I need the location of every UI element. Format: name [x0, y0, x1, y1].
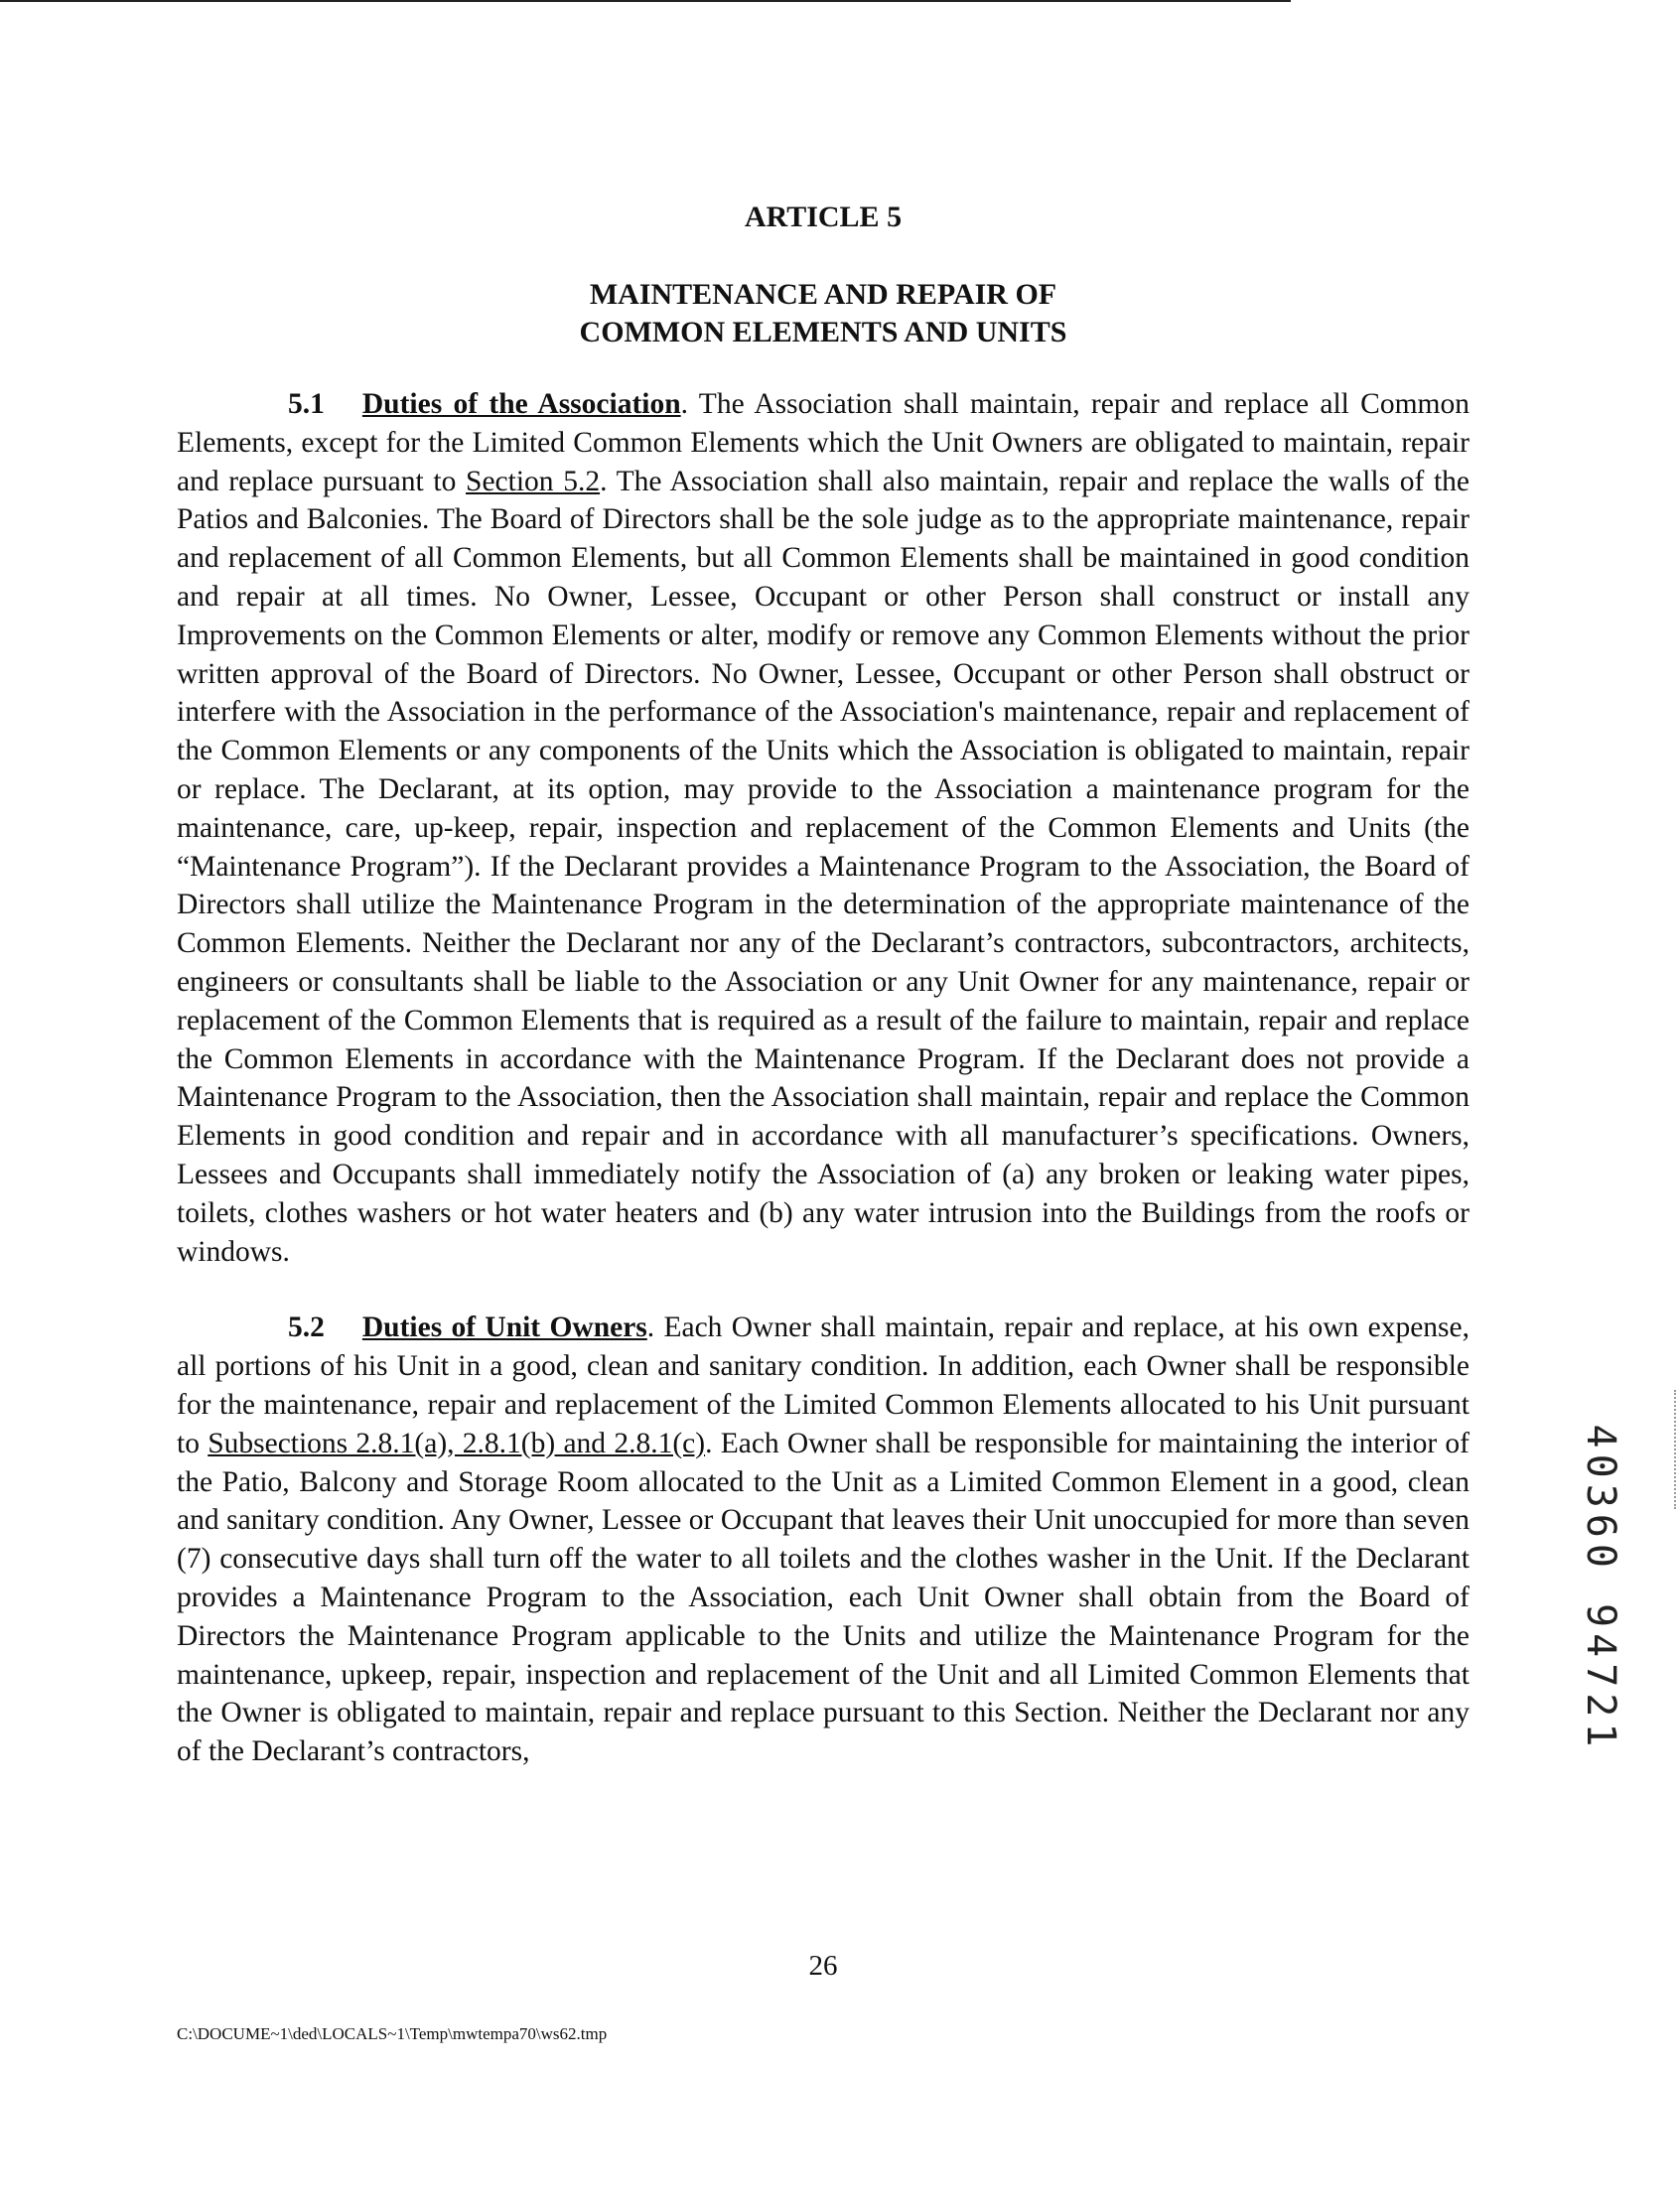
article-subtitle	[177, 276, 1470, 351]
article-subtitle-line-1: MAINTENANCE AND REPAIR OF	[589, 278, 1057, 311]
section-5-1-text-b: . The Association shall also maintain, repair and replace the walls of the Patios and Balconies. The Board of Directors shall be the sole judge as to the appropriate maintenance, repair and replacement of all Common Elements, but all Common Elements shall be maintained in good condition and repair at all times. No Owner, Lessee, Occupant or other Person shall construct or install any Improvements on the Common Elements or alter, modify or remove any Common Elements without the prior written approval of the Board of Directors. No Owner, Lessee, Occupant or other Person shall obstruct or interfere with the Association in the performance of the Association's maintenance, repair and replacement of the Common Elements or any components of the Units which the Association is obligated to maintain, repair or replace. The Declarant, at its option, may provide to the Association a maintenance program for the maintenance, care, up-keep, repair, inspection and replacement of the Common Elements and Units (the “Maintenance Program”). If the Declarant provides a Maintenance Program to the Association, the Board of Directors shall utilize the Maintenance Program in the determination of the appropriate maintenance of the Common Elements. Neither the Declarant nor any of the Declarant’s contractors, subcontractors, architects, engineers or consultants shall be liable to the Association or any Unit Owner for any maintenance, repair or replacement of the Common Elements that is required as a result of the failure to maintain, repair and replace the Common Elements in accordance with the Maintenance Program. If the Declarant does not provide a Maintenance Program to the Association, then the Association shall maintain, repair and replace the Common Elements in good condition and repair and in accordance with all manufacturer’s specifications. Owners, Lessees and Occupants shall immediately notify the Association of (a) any broken or leaking water pipes, toilets, clothes washers or hot water heaters and (b) any water intrusion into the Buildings from the roofs or windows.	[177, 465, 1470, 1268]
section-5-1	[177, 385, 1470, 1271]
page-number: 26	[808, 1950, 838, 1982]
scan-edge-marks	[1674, 1390, 1678, 1509]
section-5-2-cross-reference: Subsections 2.8.1(a), 2.8.1(b) and 2.8.1(c)	[208, 1427, 706, 1459]
section-5-2-text-b: . Each Owner shall be responsible for maintaining the interior of the Patio, Balcony and Storage Room allocated to the Unit as a Limited Common Element in a good, clean and sanitary condition. Any Owner, Lessee or Occupant that leaves their Unit unoccupied for more than seven (7) consecutive days shall turn off the water to all toilets and the clothes washer in the Unit. If the Declarant provides a Maintenance Program to the Association, each Unit Owner shall obtain from the Board of Directors the Maintenance Program applicable to the Units and utilize the Maintenance Program for the maintenance, upkeep, repair, inspection and replacement of the Unit and all Limited Common Elements that the Owner is obligated to maintain, repair and replace pursuant to this Section. Neither the Declarant nor any of the Declarant’s contractors,	[177, 1427, 1470, 1768]
footer-file-path: C:\DOCUME~1\ded\LOCALS~1\Temp\mwtempa70\ws62.tmp	[177, 2024, 608, 2043]
section-5-1-text-a: . The Association shall maintain, repair and replace all Common Elements, except for the Limited Common Elements which the Unit Owners are obligated to maintain, repair and replace pursuant to	[177, 388, 1470, 497]
document-page	[177, 199, 1470, 2043]
section-5-2	[177, 1309, 1470, 1771]
top-border-line	[0, 0, 1291, 2]
section-5-1-cross-reference: Section 5.2	[466, 465, 601, 497]
section-5-2-heading: Duties of Unit Owners	[361, 1311, 647, 1344]
section-5-1-heading: Duties of the Association	[361, 388, 681, 420]
article-subtitle-line-2: COMMON ELEMENTS AND UNITS	[579, 316, 1067, 348]
section-5-1-number: 5.1	[288, 388, 325, 420]
article-title: ARTICLE 5	[744, 201, 903, 233]
section-5-2-text-a: . Each Owner shall maintain, repair and replace, at his own expense, all portions of his Unit in a good, clean and sanitary condition. In addition, each Owner shall be responsible for the maintenance, repair and replacement of the Limited Common Elements allocated to his Unit pursuant to	[177, 1311, 1470, 1459]
recording-stamp: 40360 94721	[1578, 1424, 1623, 1753]
section-5-2-number: 5.2	[288, 1311, 325, 1344]
